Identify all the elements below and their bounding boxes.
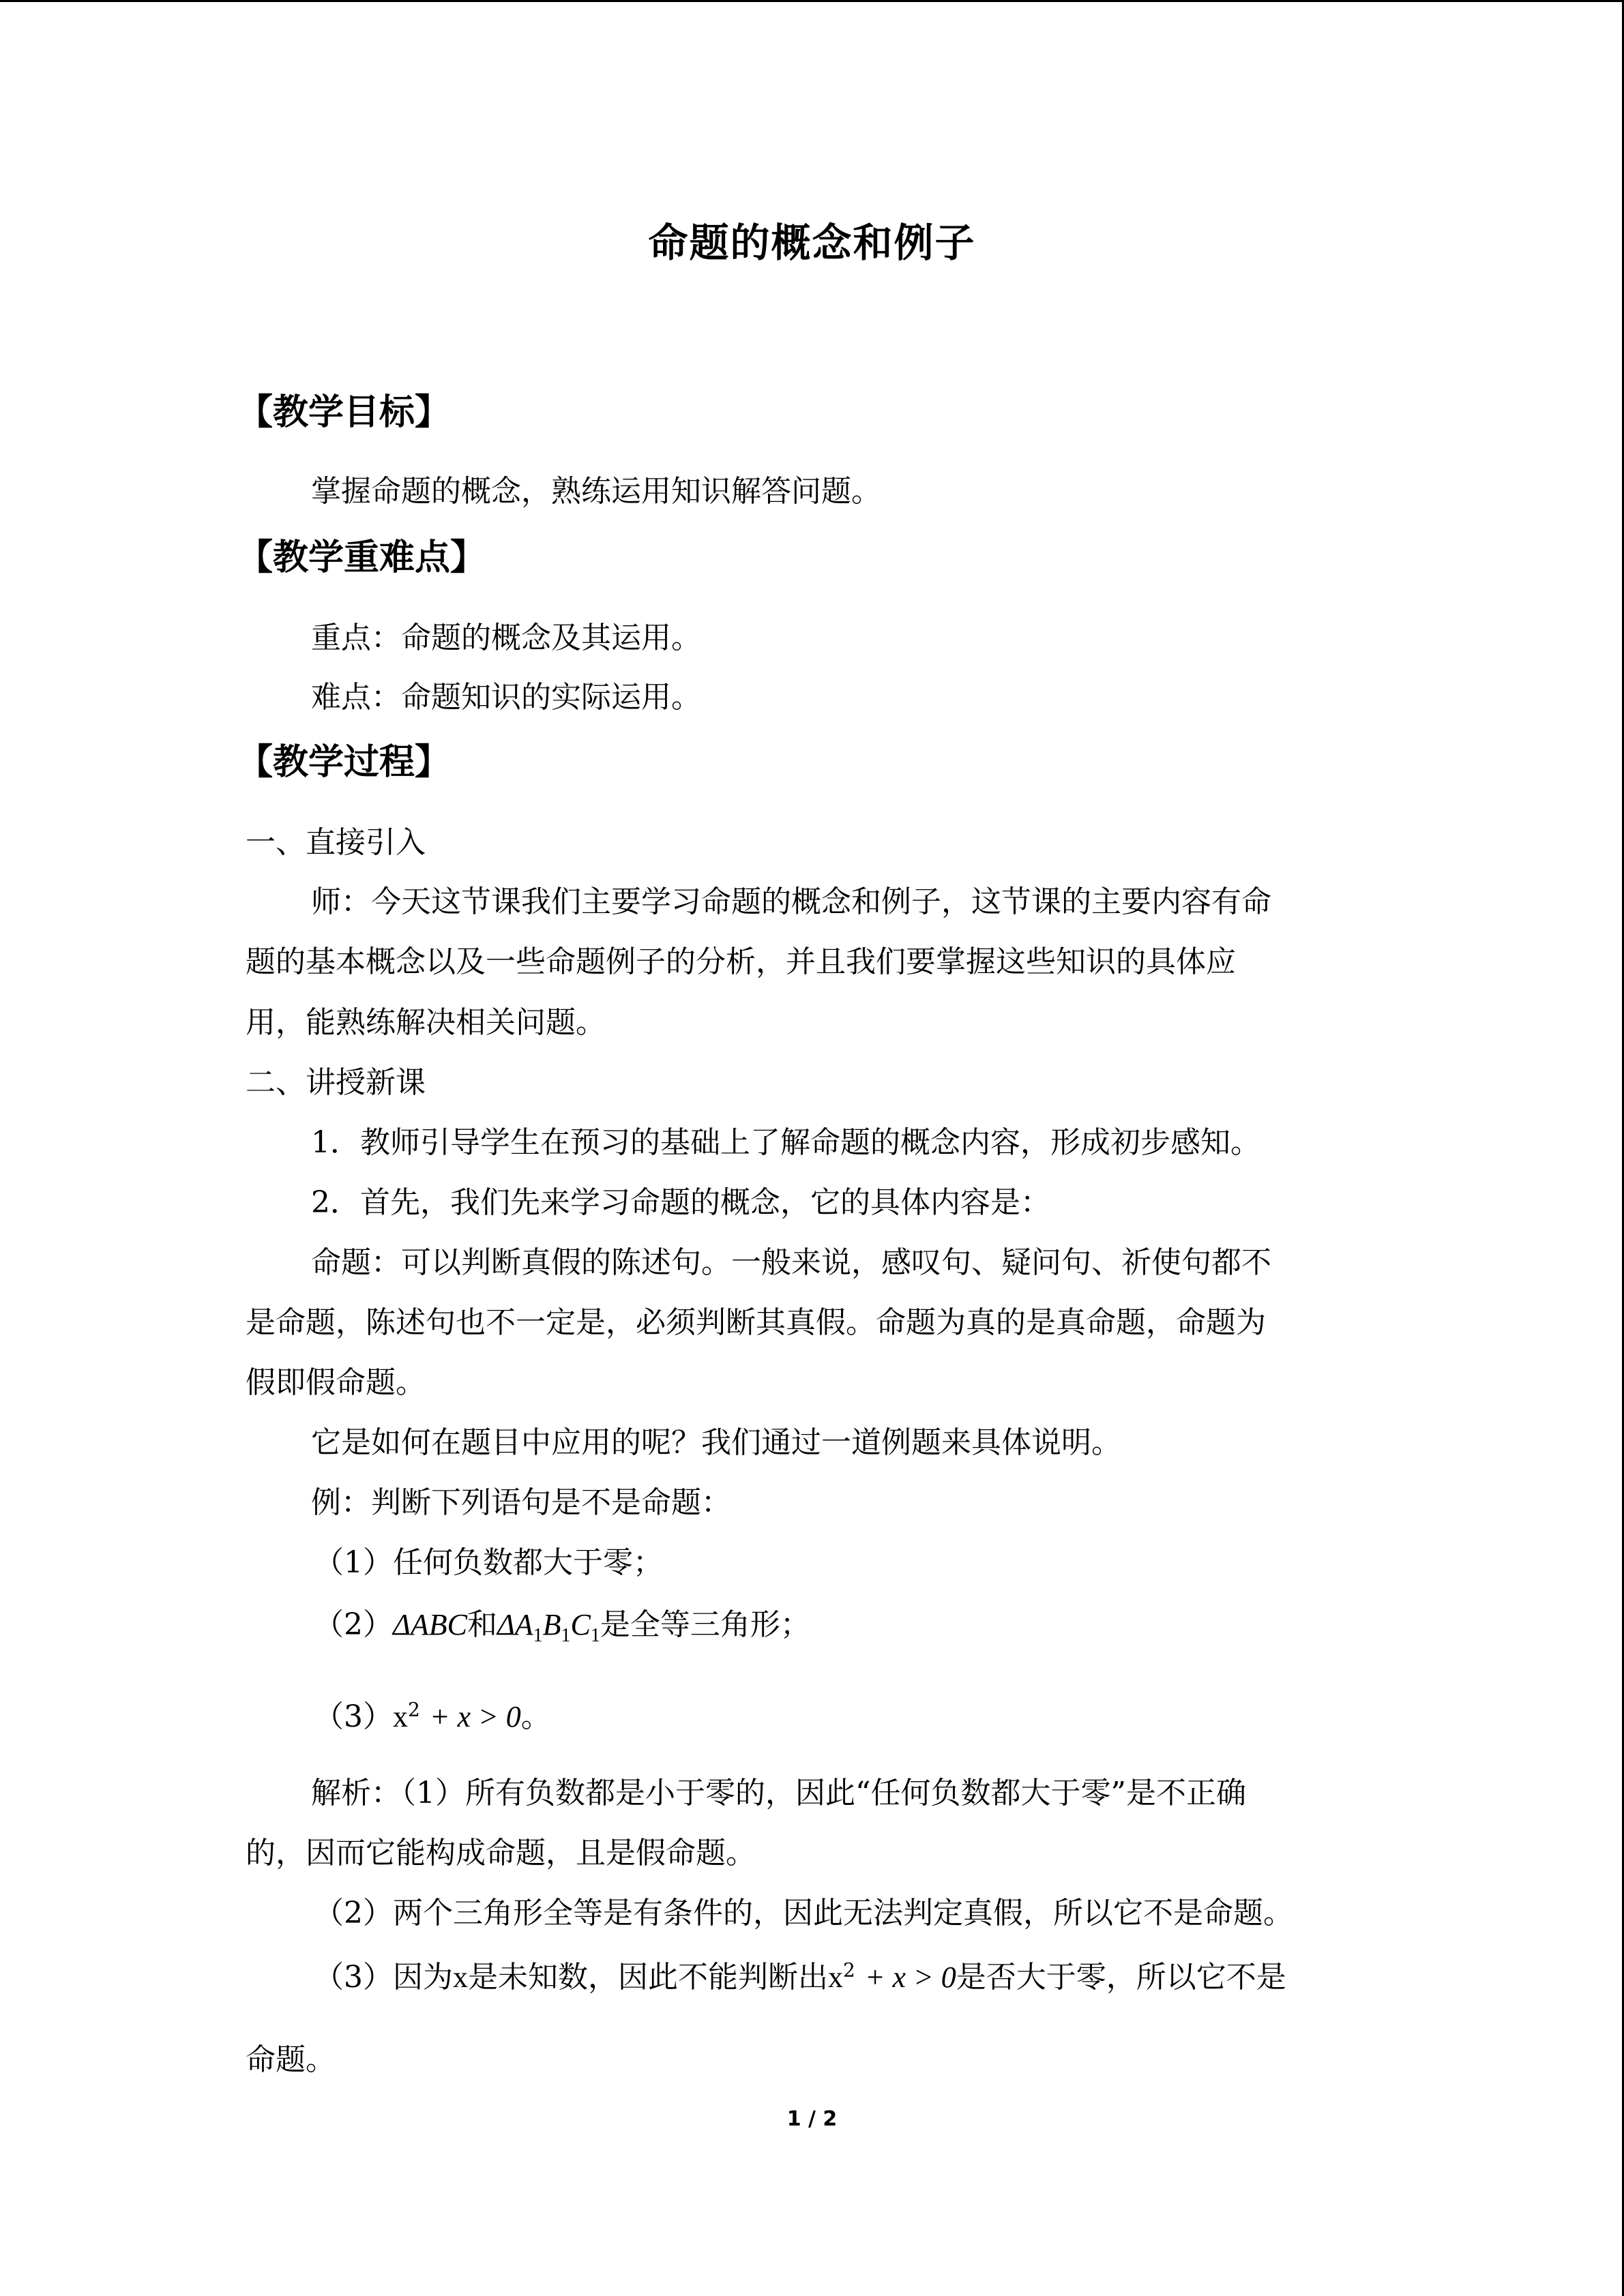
- difficulty-line: 难点：命题知识的实际运用。: [311, 680, 701, 715]
- analysis-line-4: [314, 1954, 1286, 2001]
- analysis-line: 解析：（1）所有负数都是小于零的，因此“任何负数都大于零”是不正确: [311, 1776, 1246, 1810]
- paragraph-line: 假即假命题。: [246, 1365, 426, 1400]
- math-x: x: [828, 1960, 843, 1994]
- example-item-1: （1）任何负数都大于零；: [314, 1545, 663, 1580]
- page-number: 1 / 2: [786, 2107, 838, 2131]
- analysis-text: 是未知数，因此不能判断出: [468, 1960, 828, 1995]
- triangle-abc: ΔABC: [393, 1608, 467, 1641]
- paragraph-line: 师：今天这节课我们主要学习命题的概念和例子，这节课的主要内容有命: [311, 884, 1271, 919]
- math-exponent: 2: [408, 1698, 420, 1721]
- item-end: 。: [520, 1699, 551, 1734]
- paragraph-line: 命题：可以判断真假的陈述句。一般来说，感叹句、疑问句、祈使句都不: [311, 1245, 1271, 1280]
- analysis-text: （3）因为: [314, 1960, 453, 1995]
- paragraph-line: 用，能熟练解决相关问题。: [246, 1005, 606, 1040]
- analysis-line: （2）两个三角形全等是有条件的，因此无法判定真假，所以它不是命题。: [314, 1896, 1293, 1930]
- goal-line: 掌握命题的概念，熟练运用知识解答问题。: [311, 474, 881, 509]
- math-x: x: [393, 1700, 408, 1733]
- math-exponent: 2: [843, 1958, 855, 1982]
- paragraph-line: 它是如何在题目中应用的呢？我们通过一道例题来具体说明。: [311, 1425, 1121, 1460]
- heading-key-points: 【教学重难点】: [237, 537, 486, 578]
- analysis-line: 的，因而它能构成命题，且是假命题。: [246, 1836, 756, 1870]
- part1-title: 一、直接引入: [246, 825, 426, 860]
- item-text: 是全等三角形；: [600, 1607, 810, 1642]
- paragraph-line: 例：判断下列语句是不是命题：: [311, 1485, 731, 1520]
- item-number: （2）: [314, 1607, 393, 1642]
- analysis-text: 是否大于零，所以它不是: [956, 1960, 1286, 1995]
- paragraph-line: 题的基本概念以及一些命题例子的分析，并且我们要掌握这些知识的具体应: [246, 944, 1236, 979]
- math-expression: + x > 0: [864, 1960, 956, 1994]
- item-number: （3）: [314, 1699, 393, 1734]
- paragraph-line: 2．首先，我们先来学习命题的概念，它的具体内容是：: [311, 1185, 1050, 1220]
- heading-teaching-goal: 【教学目标】: [237, 392, 451, 433]
- example-item-2: [314, 1601, 810, 1649]
- paragraph-line: 1．教师引导学生在预习的基础上了解命题的概念内容，形成初步感知。: [311, 1125, 1260, 1160]
- and-text: 和: [467, 1607, 497, 1642]
- document-title: 命题的概念和例子: [648, 220, 976, 266]
- part2-title: 二、讲授新课: [246, 1065, 426, 1100]
- math-x: x: [453, 1960, 468, 1994]
- triangle-a1b1c1: $\Delta A_1B_1C_1$: [497, 1608, 600, 1646]
- heading-teaching-process: 【教学过程】: [237, 742, 451, 783]
- paragraph-line: 是命题，陈述句也不一定是，必须判断其真假。命题为真的是真命题，命题为: [246, 1305, 1266, 1340]
- example-item-3: [314, 1693, 551, 1741]
- analysis-line: 命题。: [246, 2042, 336, 2077]
- keypoint-line: 重点：命题的概念及其运用。: [311, 621, 701, 655]
- math-expression: + x > 0: [429, 1700, 521, 1733]
